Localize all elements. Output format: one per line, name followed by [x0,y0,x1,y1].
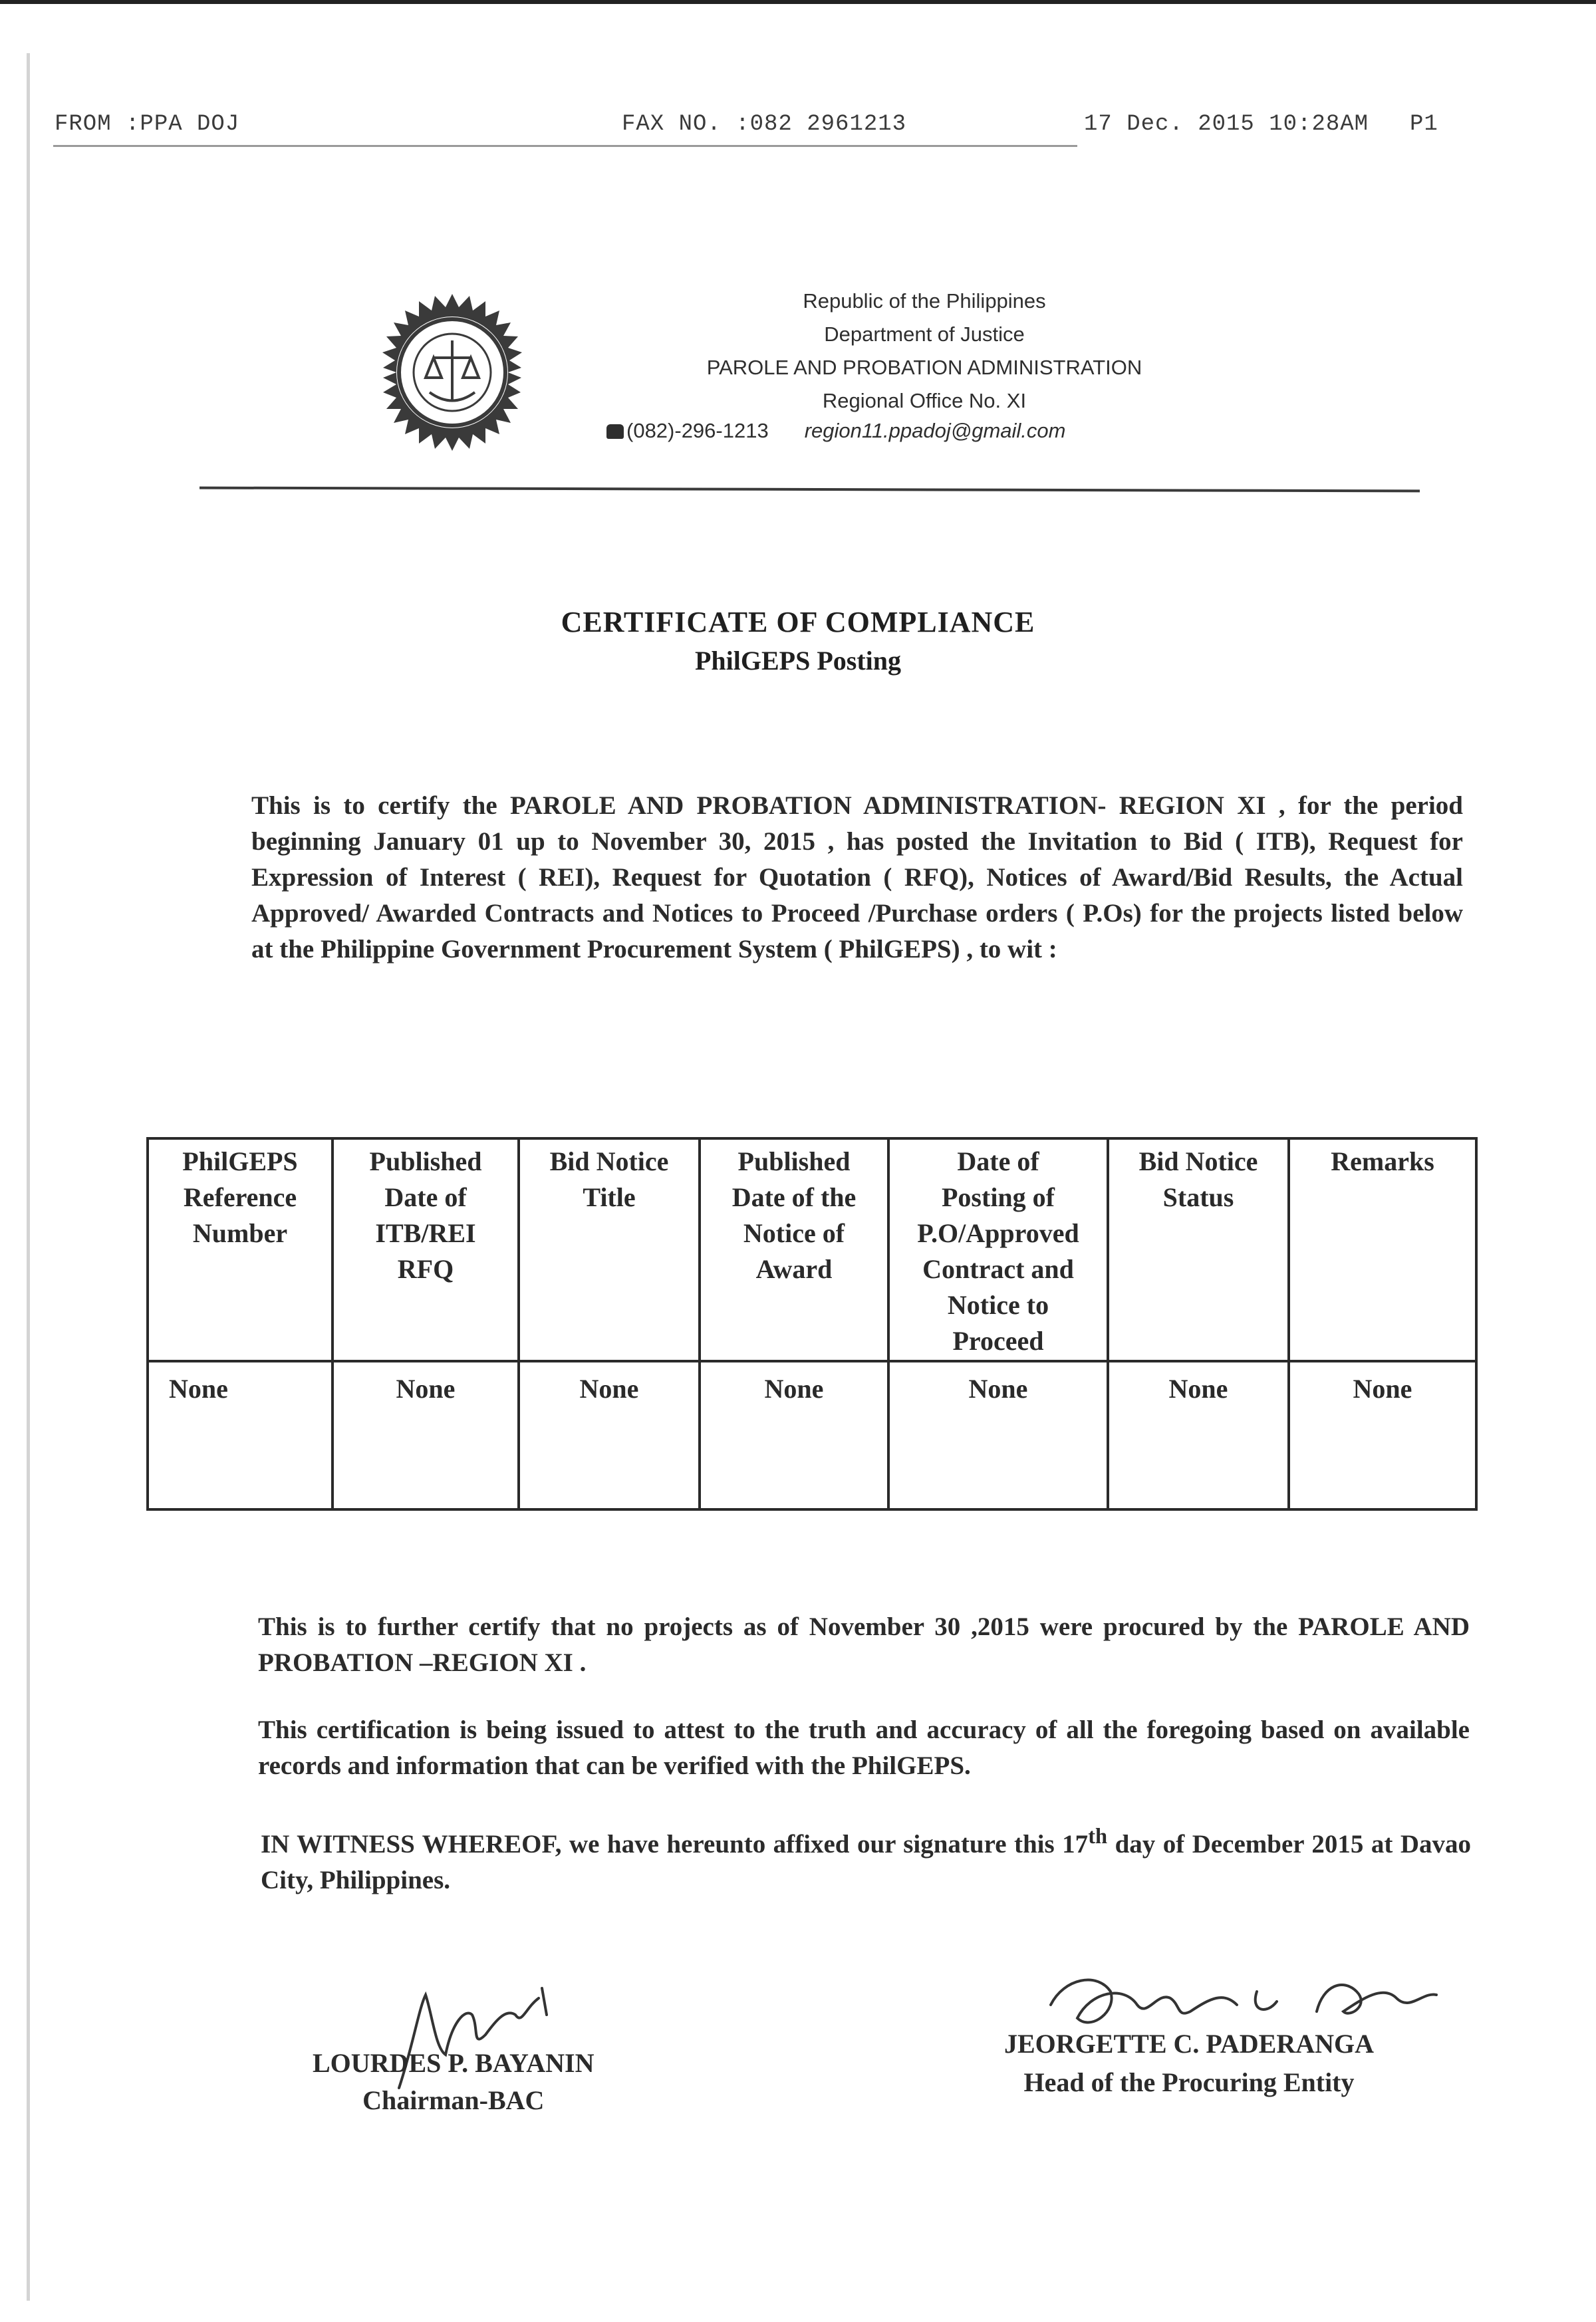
header-bid-notice-title [519,1138,700,1361]
letterhead-rule [200,487,1420,493]
header-line: Reference [183,1182,297,1212]
agency-seal-icon [372,293,532,452]
fax-number: FAX NO. :082 2961213 [622,112,907,137]
letterhead-contact [606,419,1258,443]
fax-page: P1 [1410,112,1438,137]
header-line: P.O/Approved [917,1218,1079,1248]
attestation-paragraph: This certification is being issued to attest to the truth and accuracy of all the foregoing based on available records and information that can be verified with the PhilGEPS. [258,1716,1470,1780]
header-line: Date of [384,1182,467,1212]
fax-header-rule [53,145,1077,147]
header-reference-number [148,1138,332,1361]
signatory-left [313,2045,594,2119]
header-line: RFQ [397,1254,454,1284]
header-remarks [1289,1138,1476,1361]
signatory-right [1004,2025,1374,2102]
letterhead-phone: (082)-296-1213 [626,419,769,442]
further-certify-paragraph: This is to further certify that no projects as of November 30 ,2015 were procured by the PAROLE AND PROBATION –REGION XI . [258,1612,1470,1677]
letterhead-office: Regional Office No. XI [822,389,1027,412]
cell-published-date-itb: None [332,1361,519,1509]
header-line: Bid Notice [549,1146,669,1176]
header-line: Remarks [1331,1146,1434,1176]
header-line: Notice to [947,1290,1049,1320]
witness-text-end: day of December 2015 at Davao City, Philippines. [261,1830,1471,1894]
header-line: ITB/REI [375,1218,476,1248]
cell-remarks: None [1289,1361,1476,1509]
letterhead-email: region11.ppadoj@gmail.com [804,419,1066,442]
witness-paragraph [261,1819,1471,1898]
table-header-row [148,1138,1476,1361]
cell-bid-notice-title: None [519,1361,700,1509]
header-line: Award [755,1254,833,1284]
header-line: Number [192,1218,288,1248]
fax-from: FROM :PPA DOJ [55,112,240,137]
certification-paragraph: This is to certify the PAROLE AND PROBATION ADMINISTRATION- REGION XI , for the period beginning January 01 up to November 30, 2015 , has posted the Invitation to Bid ( ITB), Request for Expression of Interest ( REI), Request for Quotation ( RFQ), Notices of Award/Bid Results, the Actual Approved/ Awarded Contracts and Notices to Proceed /Purchase orders ( P.Os) for the projects listed below at the Philippine Government Procurement System ( PhilGEPS) , to wit : [251,791,1463,964]
scan-left-edge [27,53,30,2301]
header-line: Notice of [743,1218,845,1248]
scan-top-border [0,0,1596,4]
header-line: Bid Notice [1138,1146,1258,1176]
cell-date-of-posting: None [888,1361,1108,1509]
cell-bid-notice-status: None [1108,1361,1289,1509]
header-line: Date of [957,1146,1039,1176]
letterhead-agency: PAROLE AND PROBATION ADMINISTRATION [706,356,1142,379]
header-line: Contract and [922,1254,1074,1284]
header-bid-notice-status [1108,1138,1289,1361]
header-published-date-award [700,1138,888,1361]
letterhead-country: Republic of the Philippines [803,289,1046,313]
header-line: PhilGEPS [182,1146,298,1176]
header-line: Title [583,1182,636,1212]
witness-day-suffix: th [1088,1825,1108,1849]
header-line: Proceed [952,1326,1044,1356]
header-date-of-posting [888,1138,1108,1361]
header-line: Posting of [942,1182,1055,1212]
phone-icon [606,424,624,439]
header-published-date-itb [332,1138,519,1361]
signatory-left-title: Chairman-BAC [362,2085,545,2115]
document-subtitle: PhilGEPS Posting [694,646,902,676]
cell-published-date-award: None [700,1361,888,1509]
letterhead-department: Department of Justice [824,322,1025,346]
postings-table [146,1137,1478,1511]
header-line: Published [737,1146,851,1176]
signatory-left-name: LOURDES P. BAYANIN [313,2048,595,2078]
letterhead-block [598,285,1250,418]
signatory-right-name: JEORGETTE C. PADERANGA [1004,2029,1374,2059]
witness-text-start: IN WITNESS WHEREOF, we have hereunto affixed our signature this 17 [261,1830,1089,1859]
table-row [148,1361,1476,1509]
signatory-right-title: Head of the Procuring Entity [1023,2067,1355,2097]
cell-reference-number: None [148,1361,332,1509]
document-title: CERTIFICATE OF COMPLIANCE [561,606,1035,638]
header-line: Date of the [732,1182,857,1212]
header-line: Published [369,1146,482,1176]
header-line: Status [1162,1182,1234,1212]
fax-datetime: 17 Dec. 2015 10:28AM [1084,112,1369,137]
